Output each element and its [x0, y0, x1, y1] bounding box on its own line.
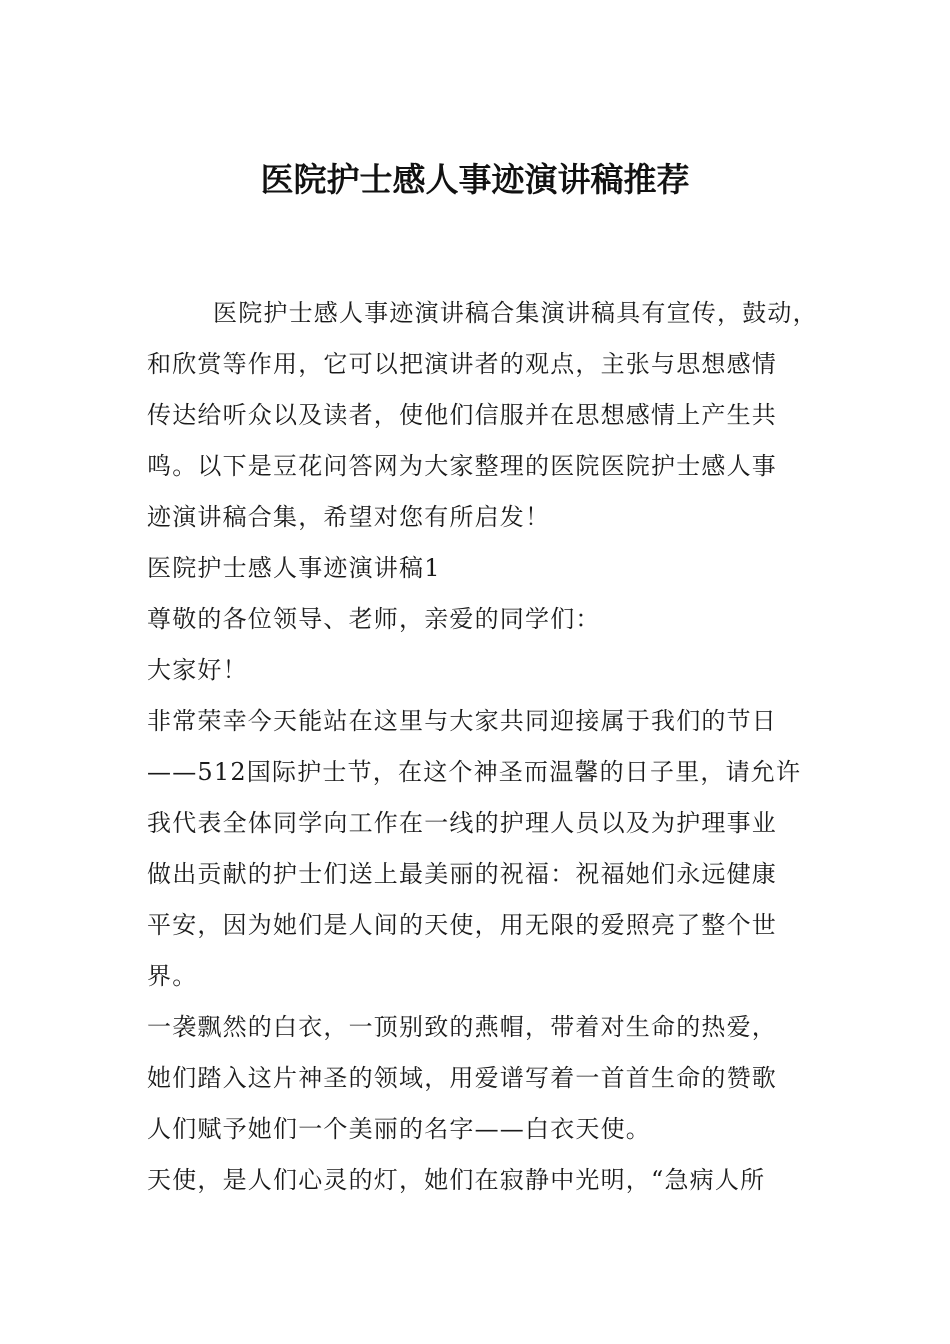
- section-heading: 医院护士感人事迹演讲稿1: [147, 554, 441, 582]
- greeting-line: 大家好！: [147, 656, 248, 684]
- paragraph-line: 医院护士感人事迹演讲稿合集演讲稿具有宣传，鼓动，: [213, 299, 818, 327]
- paragraph-line: 做出贡献的护士们送上最美丽的祝福：祝福她们永远健康: [147, 860, 777, 888]
- paragraph-line: 迹演讲稿合集，希望对您有所启发！: [147, 503, 551, 531]
- paragraph-line: 鸣。以下是豆花问答网为大家整理的医院医院护士感人事: [147, 452, 777, 480]
- paragraph-line: 我代表全体同学向工作在一线的护理人员以及为护理事业: [147, 809, 777, 837]
- paragraph-line: 一袭飘然的白衣，一顶别致的燕帽，带着对生命的热爱，: [147, 1013, 777, 1041]
- paragraph-line: ——512国际护士节，在这个神圣而温馨的日子里，请允许: [147, 758, 802, 786]
- paragraph-line: 传达给听众以及读者，使他们信服并在思想感情上产生共: [147, 401, 777, 429]
- paragraph-line: 天使，是人们心灵的灯，她们在寂静中光明，“急病人所: [147, 1166, 766, 1194]
- paragraph-line: 平安，因为她们是人间的天使，用无限的爱照亮了整个世: [147, 911, 777, 939]
- paragraph-line: 她们踏入这片神圣的领域，用爱谱写着一首首生命的赞歌: [147, 1064, 777, 1092]
- paragraph-line: 非常荣幸今天能站在这里与大家共同迎接属于我们的节日: [147, 707, 777, 735]
- paragraph-line: 人们赋予她们一个美丽的名字——白衣天使。: [147, 1115, 651, 1143]
- salutation-line: 尊敬的各位领导、老师，亲爱的同学们：: [147, 605, 601, 633]
- paragraph-line: 和欣赏等作用，它可以把演讲者的观点，主张与思想感情: [147, 350, 777, 378]
- paragraph-line: 界。: [147, 962, 198, 990]
- page-title: 医院护士感人事迹演讲稿推荐: [260, 160, 690, 199]
- document-body: [147, 288, 837, 1206]
